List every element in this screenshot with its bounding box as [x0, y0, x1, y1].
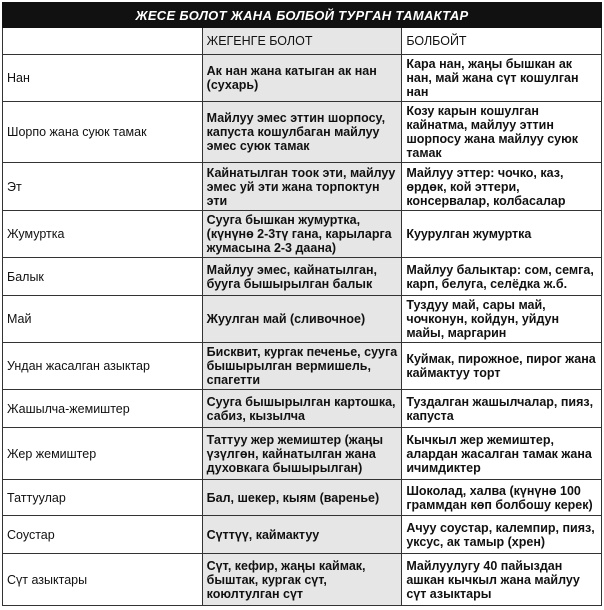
table-row	[3, 343, 602, 390]
row-category: Жашылча-жемиштер	[3, 390, 203, 428]
row-category: Жер жемиштер	[3, 428, 203, 480]
row-category: Шорпо жана суюк тамак	[3, 102, 203, 163]
row-banned: Козу карын кошулган кайнатма, майлуу эттин шорпосу жана майлуу суюк тамак	[402, 102, 602, 163]
table-row	[3, 163, 602, 211]
row-allowed: Майлуу эмес, кайнатылган, бууга бышырылган балык	[202, 258, 402, 296]
row-banned: Кара нан, жаңы бышкан ак нан, май жана сүт кошулган нан	[402, 55, 602, 102]
row-category: Сүт азыктары	[3, 554, 203, 606]
row-allowed: Сүттүү, каймактуу	[202, 516, 402, 554]
row-category: Нан	[3, 55, 203, 102]
table-row	[3, 211, 602, 258]
row-banned: Майлуу эттер: чочко, каз, өрдөк, кой эттери, консервалар, колбасалар	[402, 163, 602, 211]
table-body	[3, 28, 602, 606]
table-row	[3, 390, 602, 428]
row-category: Ундан жасалган азыктар	[3, 343, 203, 390]
table-row	[3, 554, 602, 606]
row-banned: Майлуулугу 40 пайыздан ашкан кычкыл жана майлуу сүт азыктары	[402, 554, 602, 606]
row-category: Соустар	[3, 516, 203, 554]
header-row	[3, 28, 602, 55]
food-table	[2, 2, 602, 606]
table-row	[3, 102, 602, 163]
row-banned: Шоколад, халва (күнүнө 100 граммдан көп болбошу керек)	[402, 480, 602, 516]
table-row	[3, 258, 602, 296]
row-banned: Майлуу балыктар: сом, семга, карп, белуга, селёдка ж.б.	[402, 258, 602, 296]
table-row	[3, 296, 602, 343]
header-banned: БОЛБОЙТ	[402, 28, 602, 55]
table-row	[3, 55, 602, 102]
row-allowed: Жуулган май (сливочное)	[202, 296, 402, 343]
row-category: Жумуртка	[3, 211, 203, 258]
row-allowed: Сүт, кефир, жаңы каймак, быштак, кургак сүт, коюлтулган сүт	[202, 554, 402, 606]
header-category	[3, 28, 203, 55]
row-allowed: Таттуу жер жемиштер (жаңы үзүлгөн, кайнатылган жана духовкага бышырылган)	[202, 428, 402, 480]
row-category: Балык	[3, 258, 203, 296]
row-category: Эт	[3, 163, 203, 211]
row-allowed: Кайнатылган тоок эти, майлуу эмес уй эти жана торпоктун эти	[202, 163, 402, 211]
table-title: ЖЕСЕ БОЛОТ ЖАНА БОЛБОЙ ТУРГАН ТАМАКТАР	[3, 3, 602, 28]
table-row	[3, 428, 602, 480]
table-row	[3, 480, 602, 516]
row-category: Май	[3, 296, 203, 343]
row-allowed: Майлуу эмес эттин шорпосу, капуста кошулбаган майлуу эмес суюк тамак	[202, 102, 402, 163]
row-banned: Туздуу май, сары май, чочконун, койдун, уйдун майы, маргарин	[402, 296, 602, 343]
row-category: Таттуулар	[3, 480, 203, 516]
row-allowed: Бал, шекер, кыям (варенье)	[202, 480, 402, 516]
row-allowed: Сууга бышырылган картошка, сабиз, кызылча	[202, 390, 402, 428]
row-banned: Туздалган жашылчалар, пияз, капуста	[402, 390, 602, 428]
row-allowed: Ак нан жана катыган ак нан (сухарь)	[202, 55, 402, 102]
header-allowed: ЖЕГЕНГЕ БОЛОТ	[202, 28, 402, 55]
row-allowed: Бисквит, кургак печенье, сууга бышырылган вермишель, спагетти	[202, 343, 402, 390]
row-banned: Ачуу соустар, калемпир, пияз, уксус, ак тамыр (хрен)	[402, 516, 602, 554]
row-banned: Кычкыл жер жемиштер, алардан жасалган тамак жана ичимдиктер	[402, 428, 602, 480]
table-row	[3, 516, 602, 554]
row-allowed: Сууга бышкан жумуртка, (күнүнө 2-3тү гана, карыларга жумасына 2-3 даана)	[202, 211, 402, 258]
row-banned: Куймак, пирожное, пирог жана каймактуу торт	[402, 343, 602, 390]
food-table-container	[2, 2, 602, 606]
row-banned: Куурулган жумуртка	[402, 211, 602, 258]
